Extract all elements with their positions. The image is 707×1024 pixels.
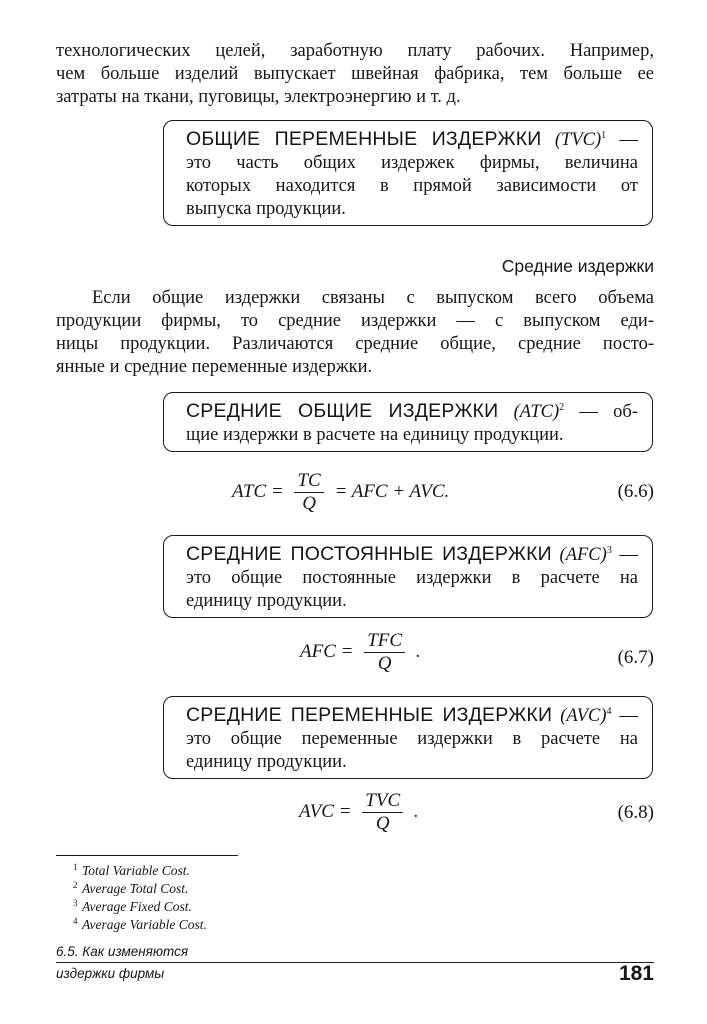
footnote xyxy=(73,898,192,915)
definition-term: СРЕДНИЕ ПОСТОЯННЫЕ ИЗДЕРЖКИ xyxy=(186,543,552,565)
footnote xyxy=(73,916,207,933)
definition-line: щие издержки в расчете на единицу продукции. xyxy=(186,425,564,445)
text-line: чем больше изделий выпускает швейная фабрика, тем больше ее xyxy=(56,64,654,84)
definition-heading-line xyxy=(186,124,638,152)
footnote-divider xyxy=(56,855,238,856)
definition-box-avc xyxy=(163,696,653,779)
definition-term: ОБЩИЕ ПЕРЕМЕННЫЕ ИЗДЕРЖКИ xyxy=(186,128,542,150)
equation-number: (6.7) xyxy=(617,647,654,668)
fraction-denominator: Q xyxy=(375,813,390,834)
formula-rhs: . xyxy=(415,640,421,662)
text-line: технологических целей, заработную плату рабочих. Например, xyxy=(56,41,654,61)
text-line: продукции фирмы, то средние издержки — с выпуском еди- xyxy=(56,311,654,331)
footnote-text: Average Fixed Cost. xyxy=(82,899,192,914)
definition-line: выпуска продукции. xyxy=(186,199,346,219)
footnote-number: 1 xyxy=(73,862,78,872)
definition-heading-line xyxy=(186,539,638,567)
text-line: затраты на ткани, пуговицы, электроэнергию и т. д. xyxy=(56,87,461,107)
footer-divider xyxy=(56,962,654,963)
formula-lhs: AVC = xyxy=(299,800,352,822)
running-head-line: издержки фирмы xyxy=(56,966,165,981)
intro-paragraph xyxy=(56,40,654,109)
fraction-numerator: TVC xyxy=(362,790,403,813)
fraction xyxy=(362,790,403,835)
footnote-number: 4 xyxy=(73,916,78,926)
footnote-number: 3 xyxy=(73,898,78,908)
page-number: 181 xyxy=(618,962,654,985)
footnote-ref: 1 xyxy=(601,130,607,141)
definition-line: которых находится в прямой зависимости от xyxy=(186,176,638,196)
definition-tail: — об- xyxy=(564,402,638,422)
footnote-text: Average Variable Cost. xyxy=(82,917,207,932)
text-line: янные и средние переменные издержки. xyxy=(56,357,373,377)
definition-dash: — xyxy=(606,130,638,150)
footnote-ref: 2 xyxy=(559,402,565,413)
footnote-number: 2 xyxy=(73,880,78,890)
formula-6-6 xyxy=(232,470,449,515)
definition-term: СРЕДНИЕ ПЕРЕМЕННЫЕ ИЗДЕРЖКИ xyxy=(186,704,553,726)
footnote-ref: 4 xyxy=(606,706,612,717)
fraction-numerator: TC xyxy=(294,470,323,493)
definition-line: это общие переменные издержки в расчете на xyxy=(186,729,638,749)
equation-number: (6.8) xyxy=(617,802,654,823)
text-line: Если общие издержки связаны с выпуском всего объема xyxy=(92,288,654,308)
text-line: ницы продукции. Различаются средние общие, средние посто- xyxy=(56,334,654,354)
formula-lhs: ATC = xyxy=(232,480,284,502)
fraction xyxy=(364,630,405,675)
definition-box-afc xyxy=(163,535,653,618)
footnote-text: Total Variable Cost. xyxy=(82,863,190,878)
definition-dash: — xyxy=(611,545,638,565)
fraction-denominator: Q xyxy=(302,493,316,514)
formula-lhs: AFC = xyxy=(300,640,354,662)
definition-abbr: (AVC) xyxy=(560,706,607,726)
definition-line: это часть общих издержек фирмы, величина xyxy=(186,153,638,173)
footnote-text: Average Total Cost. xyxy=(82,881,189,896)
equation-number: (6.6) xyxy=(617,481,654,502)
footnote xyxy=(73,880,189,897)
fraction-numerator: TFC xyxy=(364,630,405,653)
fraction-denominator: Q xyxy=(377,653,392,674)
definition-heading-line xyxy=(186,396,638,424)
definition-box-atc xyxy=(163,392,653,452)
definition-line: единицу продукции. xyxy=(186,591,347,611)
formula-6-7 xyxy=(300,630,421,675)
definition-term: СРЕДНИЕ ОБЩИЕ ИЗДЕРЖКИ xyxy=(186,400,499,422)
formula-rhs: . xyxy=(413,800,419,822)
definition-line: это общие постоянные издержки в расчете на xyxy=(186,568,638,588)
section-heading: Средние издержки xyxy=(501,256,654,276)
running-head-line: 6.5. Как изменяются xyxy=(56,944,189,959)
definition-abbr: (ATC) xyxy=(513,402,560,422)
definition-abbr: (AFC) xyxy=(559,545,607,565)
fraction xyxy=(294,470,323,515)
definition-line: единицу продукции. xyxy=(186,752,347,772)
average-costs-paragraph xyxy=(56,287,654,379)
footnote xyxy=(73,862,190,879)
footnote-ref: 3 xyxy=(606,545,612,556)
definition-dash: — xyxy=(611,706,638,726)
definition-abbr: (TVC) xyxy=(554,130,602,150)
formula-rhs: = AFC + AVC. xyxy=(334,480,450,502)
definition-heading-line xyxy=(186,700,638,728)
formula-6-8 xyxy=(299,790,419,835)
definition-box-tvc xyxy=(163,120,653,226)
